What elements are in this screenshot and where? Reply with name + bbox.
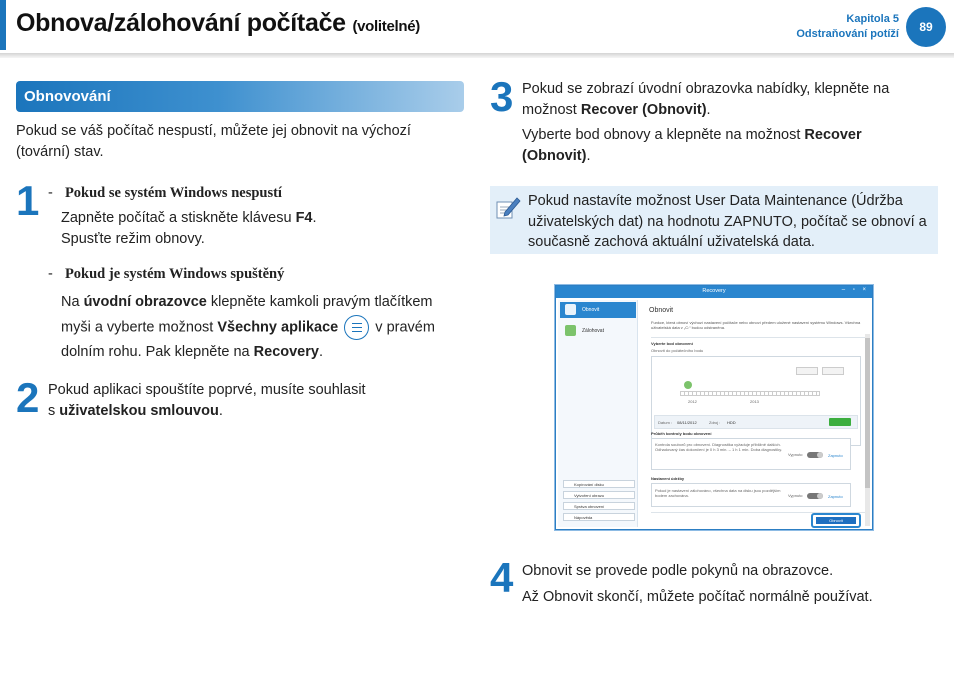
toggle-state: Zapnuto — [828, 494, 843, 499]
page-number: 89 — [906, 7, 946, 47]
maintenance-panel — [651, 483, 851, 507]
timeline-year: 2013 — [750, 399, 759, 404]
app-main-panel — [642, 300, 872, 527]
info-source: HDD — [727, 420, 736, 425]
toggle-label: Vypnuto — [788, 452, 803, 457]
text: Vyberte bod obnovy a klepněte na možnost — [522, 127, 805, 143]
step-2-text — [48, 380, 468, 422]
text: . — [218, 403, 223, 419]
page-title-main: Obnova/zálohování počítače — [16, 9, 346, 37]
recover-button-highlight[interactable] — [811, 513, 861, 528]
text: myši a vyberte možnost — [61, 318, 218, 335]
restore-point-marker-icon[interactable] — [684, 381, 692, 389]
step-3-text — [522, 79, 942, 121]
disk-copy-button[interactable]: Kopírování disku — [563, 480, 635, 488]
step-4-text: Obnovit se provede podle pokynů na obrazovce. — [522, 563, 834, 579]
sidebar-item-backup[interactable] — [560, 323, 636, 339]
chapter-name: Odstraňování potíží — [796, 28, 899, 40]
step-1-case-1-text — [61, 208, 461, 250]
step-1-case-2 — [48, 264, 468, 285]
main-title: Obnovit — [649, 307, 674, 314]
fast-check-label: Průběh kontroly bodu obnovení — [651, 431, 712, 436]
text: Pokud aplikaci spouštíte poprvé, musíte souhlasit — [48, 382, 366, 398]
restore-icon — [565, 304, 576, 315]
dash: - — [48, 266, 53, 282]
info-source-label: Zdroj : — [709, 420, 721, 425]
text: Všechny aplikace — [217, 318, 339, 335]
step-1-case-1 — [48, 183, 468, 204]
chapter-number: Kapitola 5 — [846, 13, 899, 25]
section-heading: Obnovování — [16, 81, 464, 112]
text: s — [48, 403, 60, 419]
restore-point-info — [654, 415, 858, 429]
window-controls[interactable]: – ▫ × — [841, 287, 869, 293]
help-button[interactable]: Nápověda — [563, 513, 635, 521]
zoom-out-button[interactable] — [796, 367, 818, 375]
step-4-text-2: Až Obnovit skončí, můžete počítač normálně používat. — [522, 589, 873, 605]
text: Pokud se zobrazí úvodní obrazovka nabídky, klepněte na — [522, 81, 890, 97]
text: . — [586, 148, 591, 164]
text: úvodní obrazovce — [83, 294, 207, 310]
scrollbar[interactable] — [865, 334, 870, 526]
text: Recover (Obnovit) — [580, 102, 707, 118]
dash: - — [48, 185, 53, 201]
details-button[interactable] — [829, 418, 851, 426]
timeline-year: 2012 — [688, 399, 697, 404]
sidebar-item-restore[interactable] — [560, 302, 636, 318]
manage-recovery-button[interactable]: Správa obnovení — [563, 502, 635, 510]
restore-point-sublabel: Obnovit do počátečního bodu — [651, 348, 704, 353]
step-number-1: 1 — [16, 177, 40, 224]
main-description: Funkce, která obnoví výchozí nastavení počítače nebo obnoví předem uložené nastavení systému Windows. Všechna uživatelská data v „C:“ budou odstraněna. — [651, 320, 861, 330]
window-titlebar — [556, 286, 872, 298]
note-pencil-icon — [495, 194, 521, 220]
window-title: Recovery — [702, 288, 726, 294]
step-1-case-2-text — [61, 290, 461, 364]
maintenance-label: Nastavení údržby — [651, 476, 685, 481]
step-3-text-2 — [522, 125, 942, 167]
page-title — [16, 9, 420, 38]
backup-icon — [565, 325, 576, 336]
text: Spusťte režim obnovy. — [61, 231, 205, 247]
key-f4: F4 — [295, 210, 313, 226]
text: . — [318, 343, 323, 360]
step-number-3: 3 — [490, 73, 514, 120]
text: (Obnovit) — [522, 148, 587, 164]
note-box — [490, 186, 938, 254]
text: uživatelskou smlouvou — [59, 403, 219, 419]
header-accent-bar — [0, 0, 6, 50]
sidebar-item-label: Zálohovat — [582, 328, 604, 334]
sidebar-item-label: Obnovit — [582, 307, 600, 313]
divider — [651, 337, 865, 338]
restore-timeline[interactable] — [680, 391, 820, 396]
text: možnost — [522, 102, 581, 118]
recover-button[interactable]: Obnovit — [816, 517, 856, 524]
note-text: Pokud nastavíte možnost User Data Maintenance (Údržba uživatelských dat) na hodnotu ZAPNUTO, počítač se obnoví a současně zachová aktuální uživatelská data. — [528, 193, 927, 250]
step-number-2: 2 — [16, 374, 40, 421]
all-apps-icon — [344, 315, 369, 340]
maintenance-desc: Pokud je nastavení zálohováno, všechna data na disku jsou pozdějším bodem zachována. — [655, 488, 781, 498]
text: klepněte kamkoli pravým tlačítkem — [206, 294, 433, 310]
text: Recovery — [253, 343, 319, 360]
text: dolním rohu. Pak klepněte na — [61, 343, 254, 360]
section-intro: Pokud se váš počítač nespustí, můžete jej obnovit na výchozí (tovární) stav. — [16, 123, 411, 160]
toggle-state: Zapnuto — [828, 453, 843, 458]
step-1-case-2-title: Pokud je systém Windows spuštěný — [64, 266, 285, 282]
chapter-info — [796, 12, 899, 42]
step-number-4: 4 — [490, 554, 514, 601]
toggle-label: Vypnuto — [788, 493, 803, 498]
text: . — [706, 102, 711, 118]
fast-check-toggle[interactable] — [807, 452, 823, 458]
page-title-suffix: (volitelné) — [352, 18, 420, 35]
create-image-button[interactable]: Vytvoření obrazu — [563, 491, 635, 499]
restore-point-label: Vyberte bod obnovení — [651, 341, 693, 346]
fast-check-desc: Kontrola souborů pro obnovení. Diagnostika vyžaduje přibližně dalších. Odhadovaný čas dokončení je 0 h 3 min. – 1 h 1 min. Doba diagnostiky. — [655, 442, 783, 452]
step-1-case-1-title: Pokud se systém Windows nespustí — [64, 185, 282, 201]
recovery-app-screenshot — [555, 285, 873, 530]
zoom-in-button[interactable] — [822, 367, 844, 375]
header-divider — [0, 53, 954, 58]
text: Zapněte počítač a stiskněte klávesu — [61, 210, 296, 226]
fast-check-panel — [651, 438, 851, 470]
text: v pravém — [371, 318, 435, 335]
text: Recover — [804, 127, 862, 143]
info-date-label: Datum : — [658, 420, 673, 425]
info-date: 08/11/2012 — [677, 420, 697, 425]
text: Na — [61, 294, 84, 310]
scrollbar-thumb[interactable] — [865, 338, 870, 488]
text: . — [312, 210, 317, 226]
app-sidebar — [558, 300, 638, 527]
maintenance-toggle[interactable] — [807, 493, 823, 499]
